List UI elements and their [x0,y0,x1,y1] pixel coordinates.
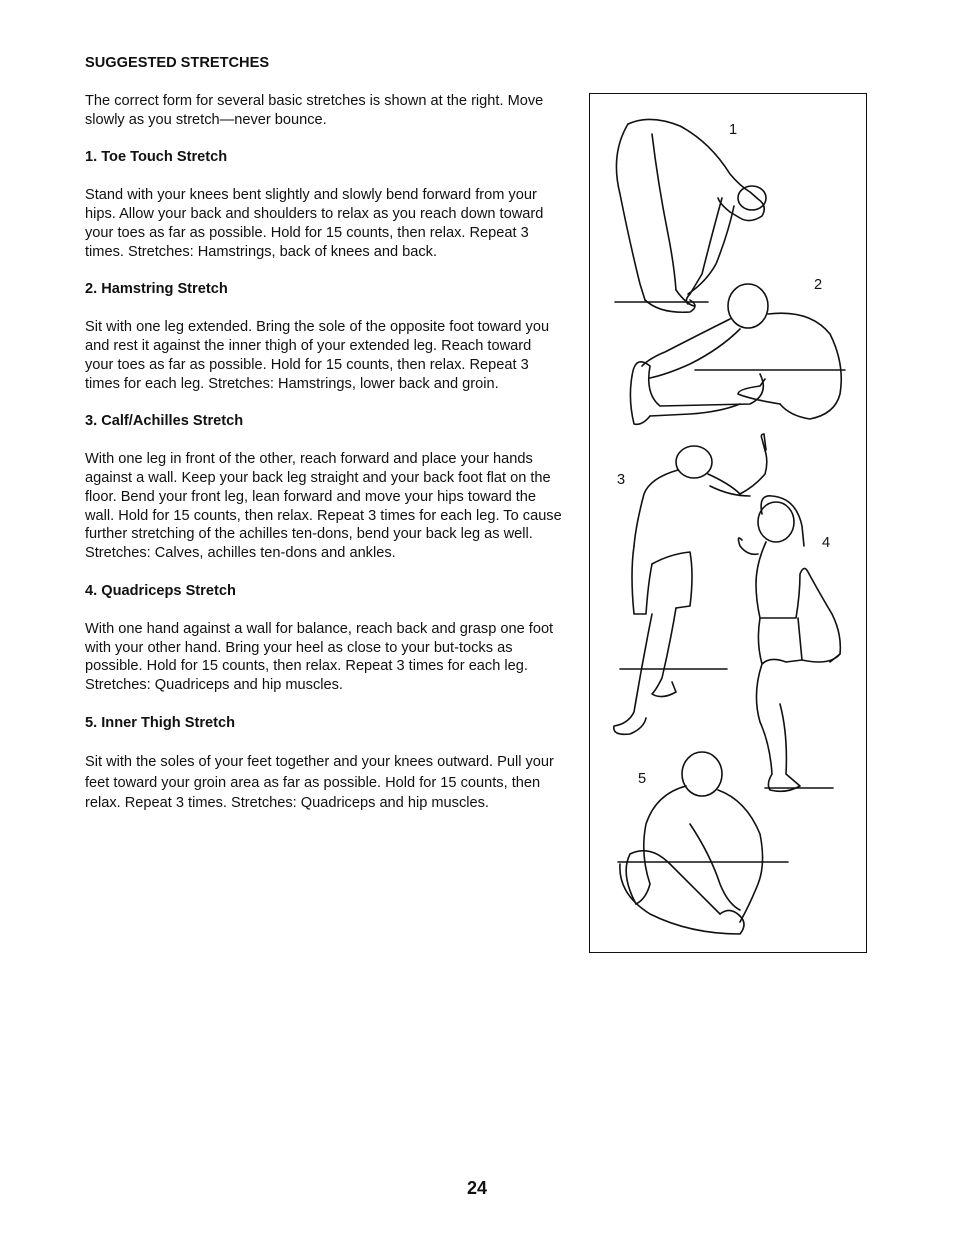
stretch-2-heading: 2. Hamstring Stretch [85,281,228,298]
stretch-1-body: Stand with your knees bent slightly and slowly bend forward from your hips. Allow your back and shoulders to relax as you reach down toward your toes as far as possible. Hold for 15 counts, then relax. Repeat 3 times. Stretches: Hamstrings, back of knees and back. [85,187,544,260]
figure-label-2: 2 [814,277,823,293]
figure-label-4: 4 [822,535,831,551]
figure-label-1: 1 [729,122,738,138]
toe-touch-illustration [615,119,766,312]
stretch-illustrations [589,93,867,953]
stretch-3-heading: 3. Calf/Achilles Stretch [85,413,244,430]
figure-label-5: 5 [638,771,647,787]
stretch-3-body: With one leg in front of the other, reach forward and place your hands against a wall. Keep your back leg straight and your back foot flat on the floor. Bend your front leg, lean forward and move your hips toward the wall. Hold for 15 counts, then relax. Repeat 3 times for each leg. To cause further stretching of the achilles ten-dons, bend your back leg as well. Stretches: Calves, achilles ten-dons and ankles. [85,451,562,562]
hamstring-illustration [630,284,845,424]
page-number: 24 [466,1178,488,1198]
intro-text: The correct form for several basic stretches is shown at the right. Move slowly as you stretch—never bounce. [85,92,544,128]
stretch-5-heading: 5. Inner Thigh Stretch [85,714,236,731]
stretch-5-body: Sit with the soles of your feet together and your knees outward. Pull your feet toward your groin area as far as possible. Hold for 15 counts, then relax. Repeat 3 times. Stretches: Quadriceps and hip muscles. [85,753,554,812]
stretch-4-heading: 4. Quadriceps Stretch [85,582,236,599]
stretch-2-body: Sit with one leg extended. Bring the sole of the opposite foot toward you and rest it against the inner thigh of your extended leg. Reach toward your toes as far as possible. Hold for 15 counts, then relax. Repeat 3 times for each leg. Stretches: Hamstrings, lower back and groin. [85,319,550,392]
page-title: SUGGESTED STRETCHES [85,55,270,71]
stretch-4-body: With one hand against a wall for balance, reach back and grasp one foot with your other hand. Bring your heel as close to your but-tocks as possible. Hold for 15 counts, then relax. Repeat 3 times for each leg. Stretches: Quadriceps and hip muscles. [85,620,554,694]
figure-label-3: 3 [617,472,626,488]
stretch-1-heading: 1. Toe Touch Stretch [85,149,228,166]
text-column [85,54,563,833]
calf-achilles-illustration [614,434,767,734]
